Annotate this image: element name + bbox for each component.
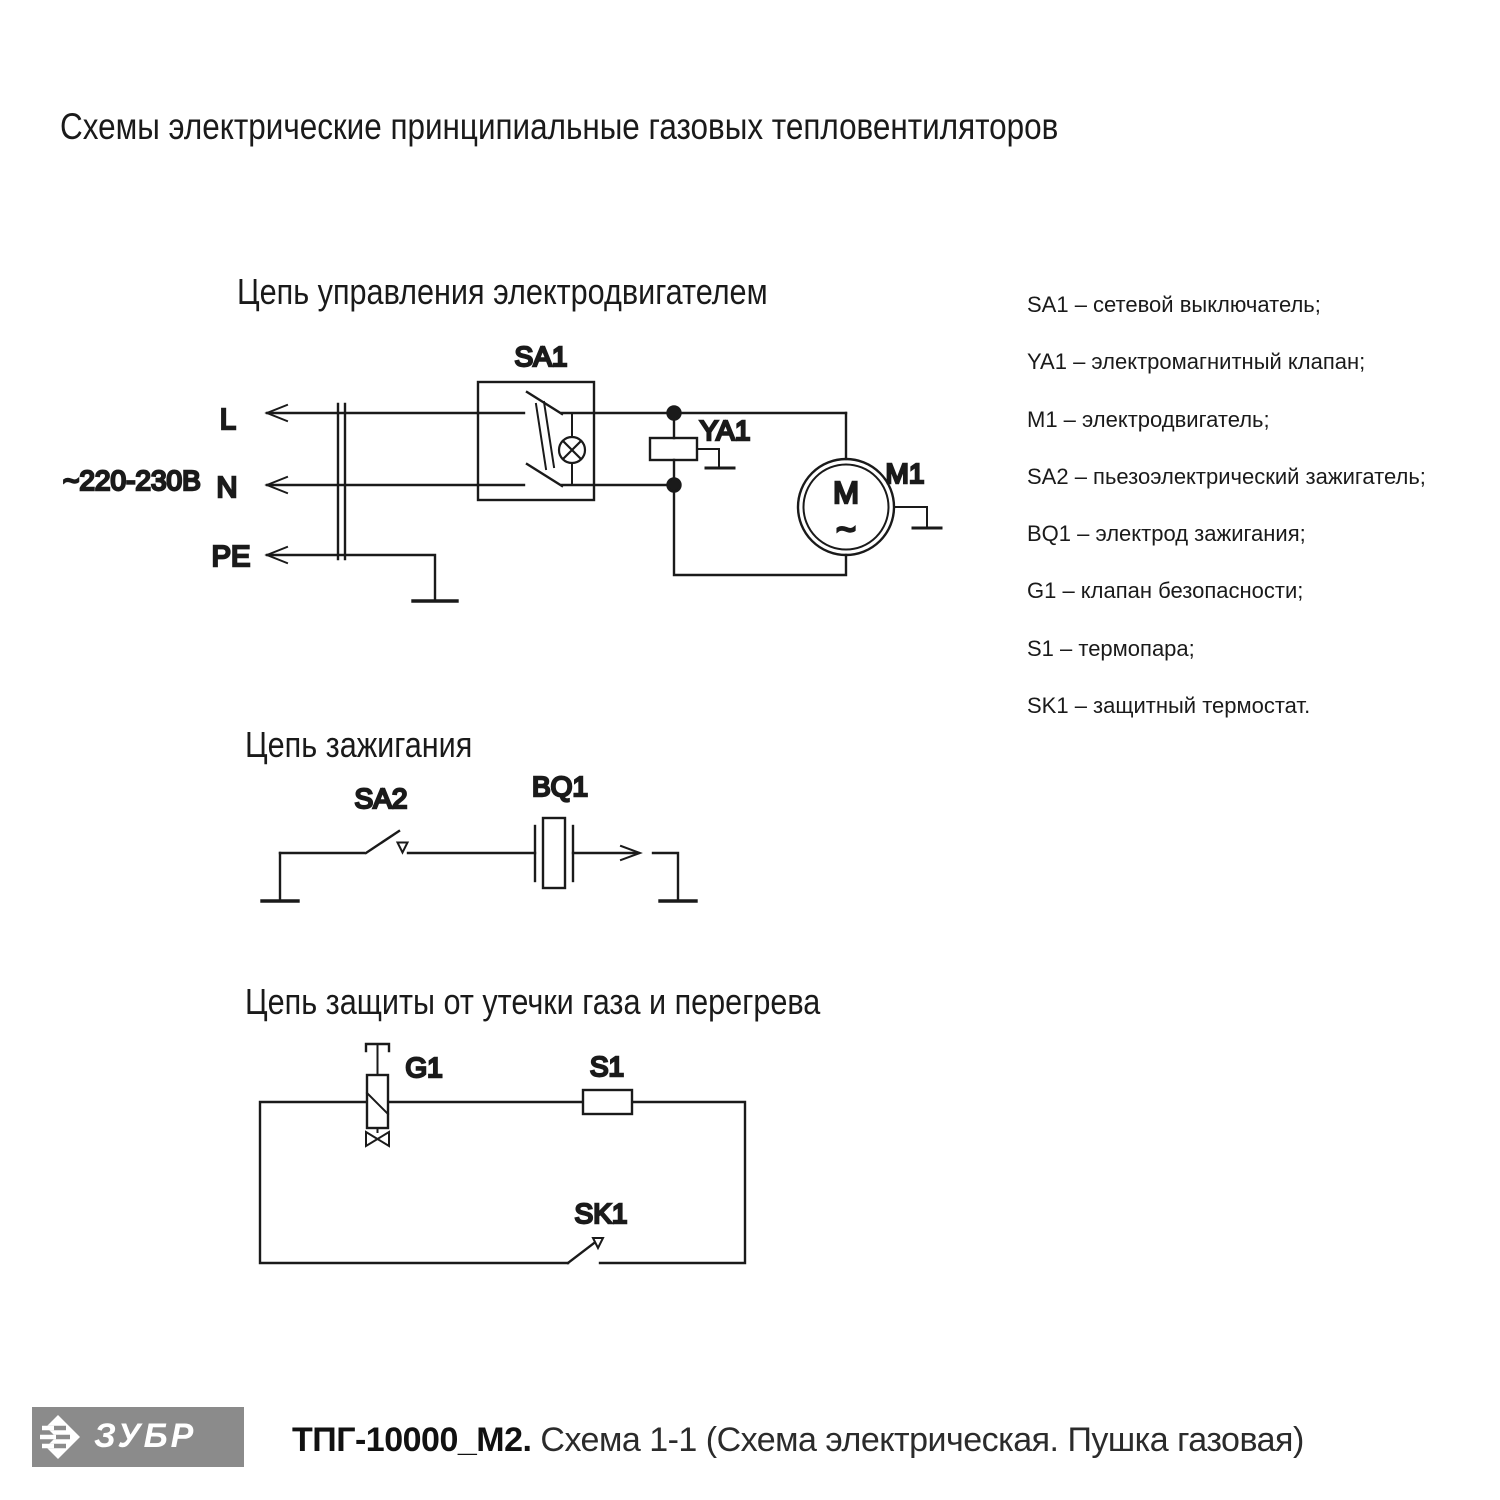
legend-item-m1: M1 – электродвигатель; <box>1027 406 1270 432</box>
legend-item-sa1: SA1 – сетевой выключатель; <box>1027 292 1321 317</box>
bq1-label: BQ1 <box>531 771 589 802</box>
legend-item-g1: G1 – клапан безопасности; <box>1027 578 1304 604</box>
legend-item-ya1: YA1 – электромагнитный клапан; <box>1027 349 1366 375</box>
sk1-label: SK1 <box>574 1198 628 1229</box>
circuit1-title: Цепь управления электродвигателем <box>237 271 768 312</box>
sa1-mech-link <box>536 402 554 469</box>
footer-caption: Схема 1-1 (Схема электрическая. Пушка газовая) <box>531 1421 1304 1459</box>
g1-label: G1 <box>405 1052 443 1083</box>
thermocouple-s1 <box>583 1090 632 1114</box>
cable-marker <box>338 404 345 559</box>
circuit3-title: Цепь защиты от утечки газа и перегрева <box>245 981 821 1022</box>
legend-item-bq1: BQ1 – электрод зажигания; <box>1027 521 1306 547</box>
solenoid-valve-ya1 <box>650 407 750 492</box>
supply-voltage-label: ~220-230В <box>63 465 201 496</box>
footer-caption-line <box>292 1421 1304 1460</box>
sa2-blade <box>366 831 399 853</box>
circuit2-title: Цепь зажигания <box>245 724 473 765</box>
power-input <box>63 404 478 601</box>
sk1-blade <box>568 1240 598 1263</box>
brand-logo <box>32 1407 244 1467</box>
safety-valve-g1 <box>366 1044 389 1146</box>
line-pe-label: PE <box>211 541 251 573</box>
m1-label: M1 <box>885 458 925 489</box>
piezo-electrode-bq1 <box>535 818 573 888</box>
node-dot <box>668 407 681 420</box>
sa2-return-marker <box>398 843 408 853</box>
brand-name: ЗУБР <box>94 1417 197 1455</box>
legend-item-sk1: SK1 – защитный термостат. <box>1027 693 1311 719</box>
legend-item-sa2: SA2 – пьезоэлектрический зажигатель; <box>1027 463 1426 489</box>
sa1-blade-bottom <box>527 464 562 486</box>
line-n-label: N <box>216 472 238 504</box>
ignition-circuit <box>262 771 696 901</box>
zubr-logo-icon <box>40 1414 90 1460</box>
sa2-label: SA2 <box>354 783 408 814</box>
sa1-label: SA1 <box>514 341 568 372</box>
sa1-indicator-lamp <box>559 414 585 485</box>
motor-letter: M <box>833 475 859 510</box>
protection-circuit <box>260 1044 745 1263</box>
s1-label: S1 <box>589 1051 625 1082</box>
sk1-return-marker <box>593 1238 603 1248</box>
line-l-label: L <box>219 404 237 436</box>
motor-ac-symbol: ~ <box>836 511 856 549</box>
footer <box>0 1395 1500 1485</box>
thermostat-sk1 <box>568 1238 603 1263</box>
ya1-label: YA1 <box>699 415 751 446</box>
footer-model: ТПГ-10000_М2. <box>292 1421 532 1459</box>
g1-valve-bowtie <box>366 1132 389 1146</box>
page-title: Схемы электрические принципиальные газовых тепловентиляторов <box>60 106 1059 147</box>
legend-item-s1: S1 – термопара; <box>1027 635 1195 661</box>
switch-sa1 <box>478 341 846 500</box>
